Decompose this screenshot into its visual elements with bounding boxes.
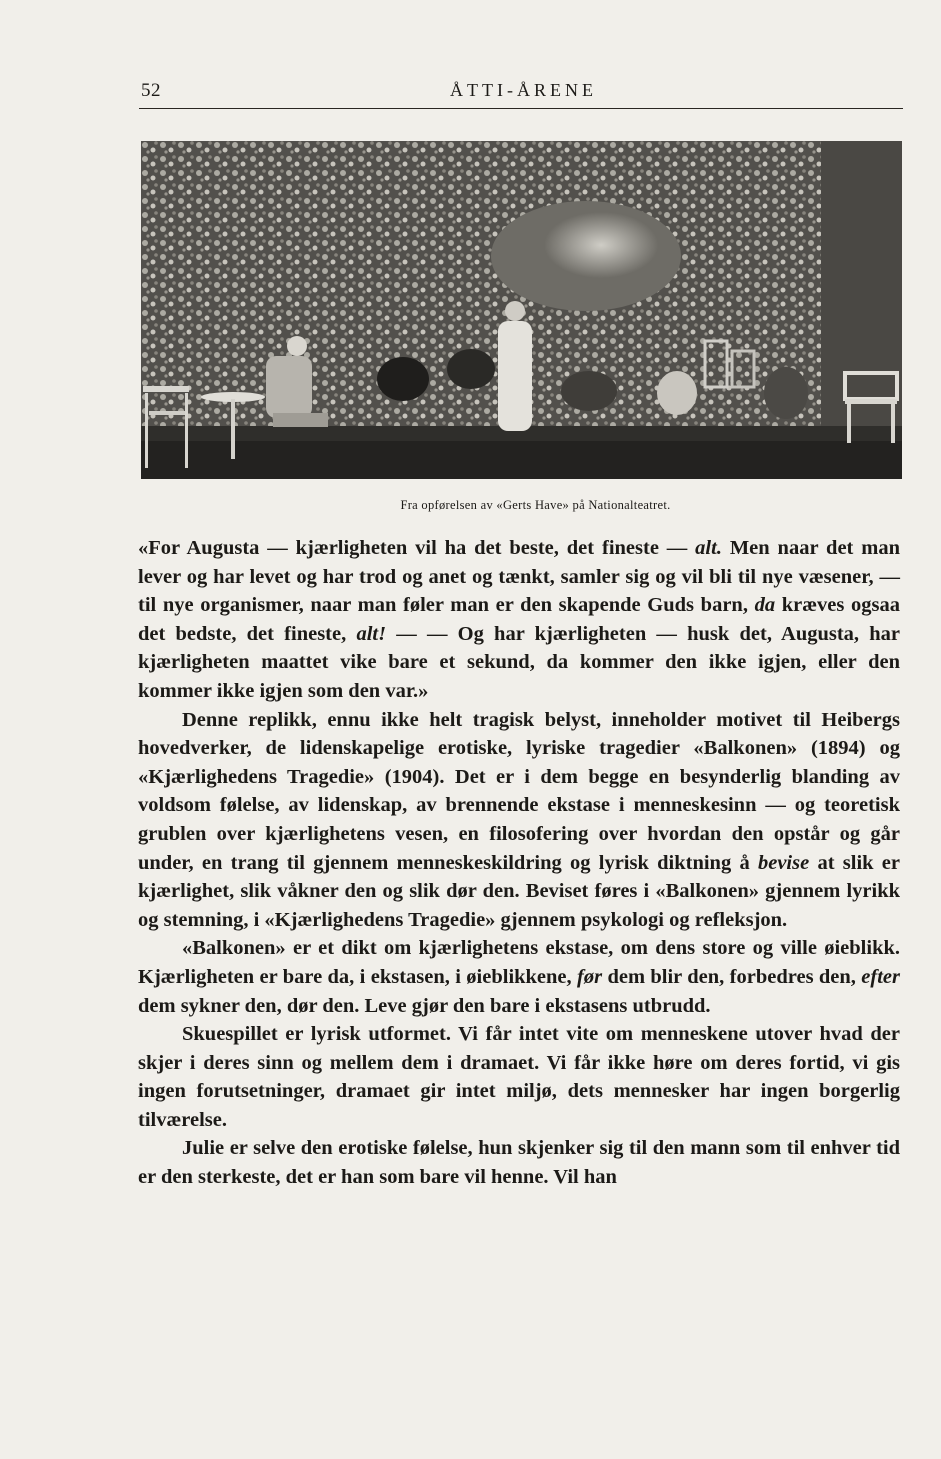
text-run: kræves ogsaa det bedste, det fineste,: [138, 594, 901, 645]
text-run: «Balkonen» er et dikt om kjærlighetens ekstase, om dens store og ville øieblikk. Kjærligheten er bare da, i ekstasen, i øieblikkene,: [138, 937, 900, 988]
italic-text: før: [577, 965, 603, 988]
text-run: «For Augusta — kjærligheten vil ha det beste, det fineste —: [138, 537, 696, 559]
page-number: 52: [141, 80, 161, 101]
italic-text: alt.: [695, 537, 722, 559]
stage-scene-illustration: [141, 141, 902, 479]
body-text: [138, 534, 900, 1192]
text-run: Julie er selve den erotiske følelse, hun skjenker sig til den mann som til enhver tid er den sterkeste, det er han som bare vil henne. Vil han: [138, 1137, 900, 1189]
text-run: dem blir den, forbedres den,: [602, 965, 862, 988]
italic-text: efter: [861, 965, 900, 988]
paragraph: [138, 706, 900, 935]
header-rule: [139, 108, 903, 109]
figure-caption: Fra opførelsen av «Gerts Have» på Nationalteatret.: [400, 498, 671, 512]
paragraph: [138, 534, 900, 706]
italic-text: bevise: [757, 851, 810, 874]
text-run: Skuespillet er lyrisk utformet. Vi får intet vite om menneskene utover hvad der skjer i deres sinn og mellem dem i dramaet. Vi får ikke høre om deres fortid, vi gis ingen forutsetninger, dramaet gir intet miljø, dets mennesker har ingen borgerlig tilværelse.: [138, 1023, 900, 1131]
stage-photograph: [141, 141, 902, 479]
paragraph: [138, 1020, 900, 1134]
running-head: ÅTTI-ÅRENE: [450, 80, 597, 100]
text-run: Men naar det man lever og har levet og har trod og anet og tænkt, samler sig og vil bli til nye væsener, — til nye organismer, naar man føler man er den skapende Guds barn,: [138, 537, 900, 617]
paragraph: [138, 1134, 900, 1191]
text-run: — — Og har kjærligheten — husk det, Augusta, har kjærligheten maattet vike bare et sekund, da kommer den ikke igjen, eller den kommer ikke igjen som den var.»: [138, 622, 900, 702]
text-run: at slik er kjærlighet, slik våkner den og slik dør den. Beviset føres i «Balkonen» gjennem lyrikk og stemning, i «Kjærlighedens Tragedie» gjennem psykologi og refleksjon.: [138, 851, 900, 931]
paragraph: [138, 934, 900, 1020]
text-run: Denne replikk, ennu ikke helt tragisk belyst, inneholder motivet til Heibergs hovedverker, de lidenskapelige erotiske, lyriske tragedier «Balkonen» (1894) og «Kjærlighedens Tragedie» (1904). Det er i dem begge en besynderlig blanding av voldsom følelse, av lidenskap, av brennende ekstase i menneskesinn — og teoretisk grublen over kjærlighetens vesen, en filosofering over hvordan den opstår og går under, en trang til gjennem menneskeskildring og lyrisk diktning å: [138, 708, 900, 874]
italic-text: alt!: [356, 622, 387, 645]
text-run: dem sykner den, dør den. Leve gjør den bare i ekstasens utbrudd.: [138, 994, 711, 1017]
italic-text: da: [754, 594, 776, 617]
